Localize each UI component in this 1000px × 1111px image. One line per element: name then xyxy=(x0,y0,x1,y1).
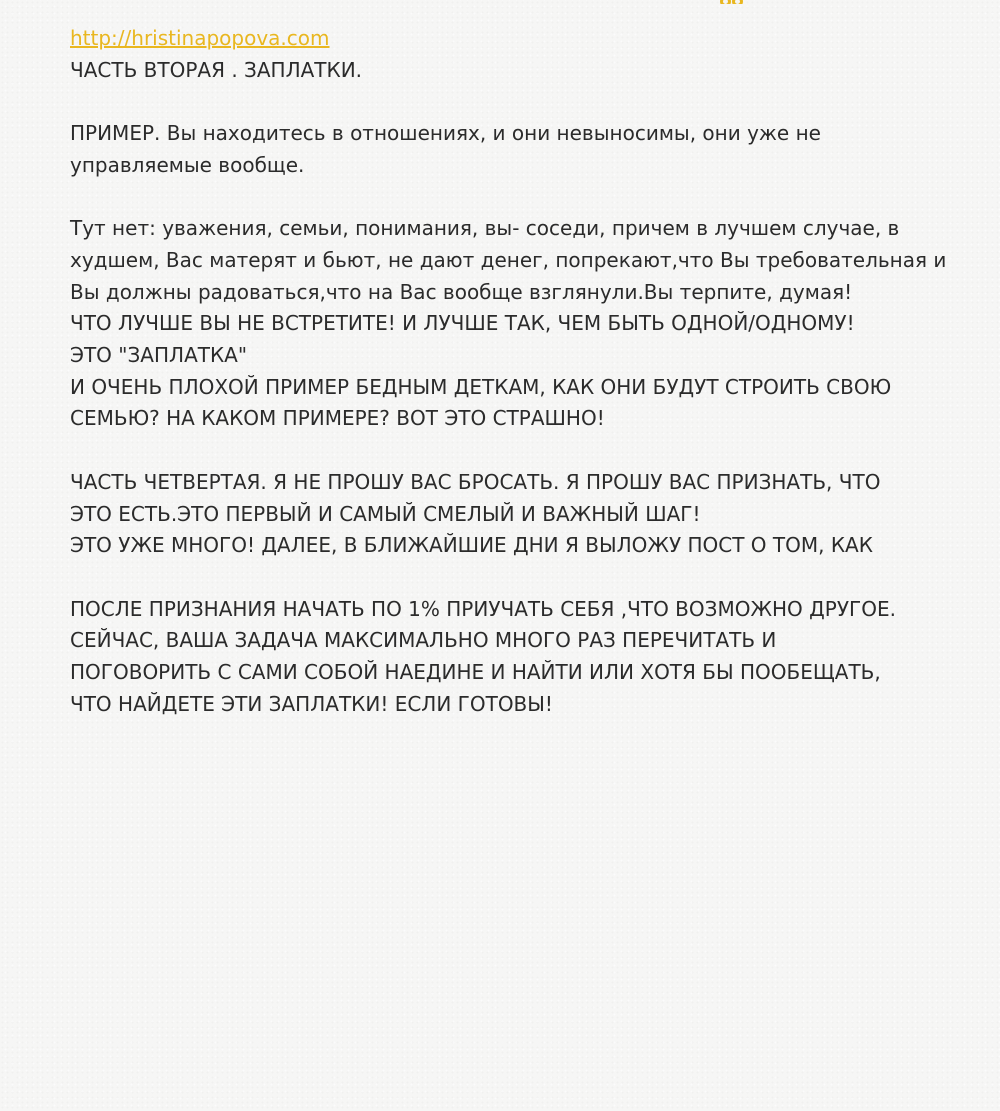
note-line: СЕЙЧАС, ВАША ЗАДАЧА МАКСИМАЛЬНО МНОГО РАЗ ПЕРЕЧИТАТЬ И xyxy=(70,628,777,653)
note-line: СЕМЬЮ? НА КАКОМ ПРИМЕРЕ? ВОТ ЭТО СТРАШНО! xyxy=(70,406,605,431)
cropped-logo-mark xyxy=(720,0,750,4)
note-line xyxy=(70,435,950,467)
note-line: ЧТО ЛУЧШЕ ВЫ НЕ ВСТРЕТИТЕ! И ЛУЧШЕ ТАК, ЧЕМ БЫТЬ ОДНОЙ/ОДНОМУ! xyxy=(70,311,855,336)
note-line: ЭТО ЕСТЬ.ЭТО ПЕРВЫЙ И САМЫЙ СМЕЛЫЙ И ВАЖНЫЙ ШАГ! xyxy=(70,501,701,526)
note-line: ЧТО НАЙДЕТЕ ЭТИ ЗАПЛАТКИ! ЕСЛИ ГОТОВЫ! xyxy=(70,691,553,716)
note-line: ПРИМЕР. Вы находитесь в отношениях, и они невыносимы, они уже не xyxy=(70,121,821,146)
note-line xyxy=(70,182,950,214)
note-line: ЭТО "ЗАПЛАТКА" xyxy=(70,343,248,367)
note-line: ЭТО УЖЕ МНОГО! ДАЛЕЕ, В БЛИЖАЙШИЕ ДНИ Я ВЫЛОЖУ ПОСТ О ТОМ, КАК xyxy=(70,533,873,558)
note-line xyxy=(70,86,950,118)
note-line: управляемые вообще. xyxy=(70,152,305,177)
note-line: ПОГОВОРИТЬ С САМИ СОБОЙ НАЕДИНЕ И НАЙТИ ИЛИ ХОТЯ БЫ ПООБЕЩАТЬ, xyxy=(70,660,881,684)
note-line: И ОЧЕНЬ ПЛОХОЙ ПРИМЕР БЕДНЫМ ДЕТКАМ, КАК ОНИ БУДУТ СТРОИТЬ СВОЮ xyxy=(70,374,892,399)
note-line xyxy=(70,562,950,594)
ring-icon xyxy=(720,0,731,4)
note-body[interactable] xyxy=(70,23,950,720)
note-line: ЧАСТЬ ЧЕТВЕРТАЯ. Я НЕ ПРОШУ ВАС БРОСАТЬ. Я ПРОШУ ВАС ПРИЗНАТЬ, ЧТО xyxy=(70,469,881,494)
ring-icon xyxy=(732,0,743,4)
note-line: Вы должны радоваться,что на Вас вообще взглянули.Вы терпите, думая! xyxy=(70,279,853,304)
note-line: ПОСЛЕ ПРИЗНАНИЯ НАЧАТЬ ПО 1% ПРИУЧАТЬ СЕБЯ ,ЧТО ВОЗМОЖНО ДРУГОЕ. xyxy=(70,596,896,621)
note-line: ЧАСТЬ ВТОРАЯ . ЗАПЛАТКИ. xyxy=(70,57,363,82)
note-line: Тут нет: уважения, семьи, понимания, вы- соседи, причем в лучшем случае, в xyxy=(70,216,900,241)
website-link[interactable]: http://hristinapopova.com xyxy=(70,26,330,50)
note-line: худшем, Вас матерят и бьют, не дают денег, попрекают,что Вы требовательная и xyxy=(70,247,947,272)
